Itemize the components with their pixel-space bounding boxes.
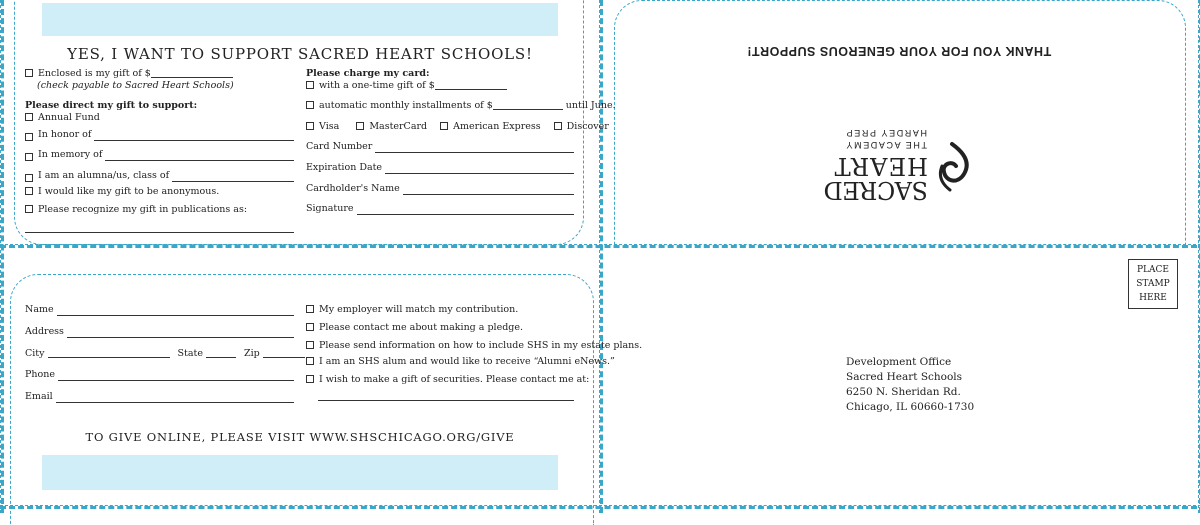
bottom-edge: [0, 505, 1200, 509]
amex-label: American Express: [453, 121, 541, 132]
securities-option[interactable]: [306, 374, 589, 386]
heart-swirl-icon: [932, 140, 972, 192]
annual-fund-checkbox[interactable]: [25, 113, 33, 121]
enews-option[interactable]: [306, 356, 615, 368]
address-label: Address: [25, 326, 64, 337]
employer-checkbox[interactable]: [306, 305, 314, 313]
expiration-label: Expiration Date: [306, 162, 383, 173]
zip-line[interactable]: [263, 348, 305, 358]
state-label: State: [177, 348, 203, 359]
anonymous-checkbox[interactable]: [25, 187, 33, 195]
expiration-row[interactable]: [306, 162, 574, 174]
address-line-3: 6250 N. Sheridan Rd.: [846, 386, 961, 398]
logo-sacred: SACRED: [824, 176, 928, 204]
alum-checkbox[interactable]: [25, 174, 33, 182]
logo-heart: HEART: [833, 152, 928, 180]
zip-label: Zip: [244, 348, 260, 359]
securities-line[interactable]: [318, 400, 574, 401]
discover-checkbox[interactable]: [554, 122, 562, 130]
monthly-row[interactable]: [306, 100, 616, 112]
anonymous-option[interactable]: [25, 186, 219, 198]
visa-checkbox[interactable]: [306, 122, 314, 130]
name-label: Name: [25, 304, 54, 315]
address-line-4: Chicago, IL 60660-1730: [846, 401, 975, 413]
pledge-label: Please contact me about making a pledge.: [319, 322, 524, 333]
email-label: Email: [25, 391, 53, 402]
name-row[interactable]: [25, 304, 294, 316]
address-row[interactable]: [25, 326, 294, 338]
securities-label: I wish to make a gift of securities. Please contact me at:: [319, 374, 590, 385]
gift-amount-row[interactable]: [25, 68, 233, 80]
city-state-zip-row[interactable]: [25, 348, 305, 360]
signature-label: Signature: [306, 203, 354, 214]
monthly-label: automatic monthly installments of $: [319, 100, 493, 111]
until-label: until June.: [565, 100, 616, 111]
employer-option[interactable]: [306, 304, 518, 316]
online-giving-text: TO GIVE ONLINE, PLEASE VISIT WWW.SHSCHICAGO.ORG/GIVE: [85, 430, 515, 444]
in-memory-label: In memory of: [38, 149, 103, 160]
anonymous-label: I would like my gift to be anonymous.: [38, 186, 220, 197]
card-heading: Please charge my card:: [306, 68, 430, 79]
recognize-checkbox[interactable]: [25, 205, 33, 213]
bottom-band: [42, 455, 558, 490]
mastercard-label: MasterCard: [369, 121, 428, 132]
estate-checkbox[interactable]: [306, 341, 314, 349]
thank-you-text: THANK YOU FOR YOUR GENEROUS SUPPORT!: [746, 44, 1052, 58]
stamp-line-3: HERE: [1139, 293, 1167, 303]
city-line[interactable]: [48, 348, 170, 358]
monthly-amount-line[interactable]: [493, 100, 563, 110]
recognize-option[interactable]: [25, 204, 247, 216]
enews-checkbox[interactable]: [306, 357, 314, 365]
phone-label: Phone: [25, 369, 55, 380]
one-time-checkbox[interactable]: [306, 81, 314, 89]
email-row[interactable]: [25, 391, 294, 403]
card-type-row: [306, 121, 609, 133]
in-honor-label: In honor of: [38, 129, 92, 140]
cardholder-row[interactable]: [306, 183, 574, 195]
state-line[interactable]: [206, 348, 236, 358]
card-number-label: Card Number: [306, 141, 373, 152]
enclosed-label: Enclosed is my gift of $: [38, 68, 151, 79]
estate-label: Please send information on how to include SHS in my estate plans.: [319, 340, 643, 351]
signature-row[interactable]: [306, 203, 574, 215]
mailing-address: [846, 355, 974, 415]
recognize-label: Please recognize my gift in publications as:: [38, 204, 248, 215]
top-band: [42, 3, 558, 36]
in-memory-row[interactable]: [25, 149, 294, 161]
logo-academy: THE ACADEMY: [844, 140, 927, 150]
stamp-line-1: PLACE: [1137, 265, 1169, 275]
left-edge: [0, 0, 4, 513]
support-title: YES, I WANT TO SUPPORT SACRED HEART SCHOOLS!: [67, 45, 533, 63]
phone-row[interactable]: [25, 369, 294, 381]
direct-gift-heading: Please direct my gift to support:: [25, 100, 198, 111]
in-honor-checkbox[interactable]: [25, 133, 33, 141]
logo-hardey: HARDEY PREP: [845, 128, 927, 138]
mastercard-checkbox[interactable]: [356, 122, 364, 130]
in-memory-checkbox[interactable]: [25, 153, 33, 161]
city-label: City: [25, 348, 45, 359]
check-payable-note: (check payable to Sacred Heart Schools): [37, 80, 234, 91]
address-line-2: Sacred Heart Schools: [846, 371, 963, 383]
alum-label: I am an alumna/us, class of: [38, 170, 170, 181]
amex-checkbox[interactable]: [440, 122, 448, 130]
pledge-option[interactable]: [306, 322, 523, 334]
gift-amount-line[interactable]: [151, 68, 233, 78]
in-honor-row[interactable]: [25, 129, 294, 141]
securities-checkbox[interactable]: [306, 375, 314, 383]
employer-label: My employer will match my contribution.: [319, 304, 519, 315]
visa-label: Visa: [319, 121, 340, 132]
one-time-row[interactable]: [306, 80, 507, 92]
stamp-box: [1128, 259, 1178, 309]
enews-label: I am an SHS alum and would like to receive “Alumni eNews.”: [319, 356, 615, 367]
annual-fund-label: Annual Fund: [38, 112, 100, 123]
monthly-checkbox[interactable]: [306, 101, 314, 109]
alum-row[interactable]: [25, 170, 294, 182]
enclosed-checkbox[interactable]: [25, 69, 33, 77]
address-line-1: Development Office: [846, 356, 952, 368]
estate-option[interactable]: [306, 340, 642, 352]
stamp-line-2: STAMP: [1136, 279, 1170, 289]
cardholder-label: Cardholder's Name: [306, 183, 400, 194]
one-time-amount-line[interactable]: [435, 80, 507, 90]
discover-label: Discover: [566, 121, 609, 132]
annual-fund-option[interactable]: [25, 112, 100, 124]
one-time-label: with a one-time gift of $: [319, 80, 435, 91]
recognize-line[interactable]: [25, 232, 294, 233]
pledge-checkbox[interactable]: [306, 323, 314, 331]
card-number-row[interactable]: [306, 141, 574, 153]
flap-upside-down: [600, 0, 1198, 244]
sacred-heart-logo: [824, 86, 972, 206]
